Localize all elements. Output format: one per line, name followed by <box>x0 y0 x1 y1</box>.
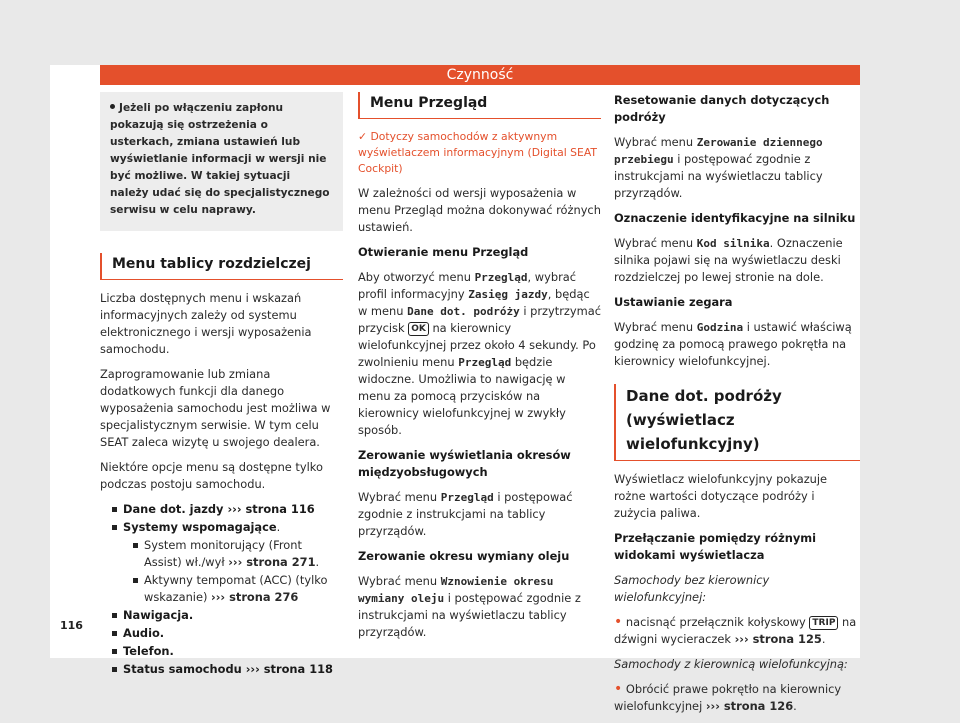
list-item: Aktywny tempomat (ACC) (tylko wskazanie) ››› strona 276 <box>133 572 343 606</box>
menu-list <box>100 501 343 678</box>
section-title-dashboard-menu: Menu tablicy rozdzielczej <box>100 253 343 280</box>
subheading: Zerowanie wyświetlania okresów międzyobsługowych <box>358 448 571 479</box>
list-item: Status samochodu ››› strona 118 <box>112 661 343 678</box>
applicability-note: ✓ Dotyczy samochodów z aktywnym wyświetlaczem informacyjnym (Digital SEAT Cockpit) <box>358 130 597 175</box>
bullet-icon: • <box>614 681 623 697</box>
paragraph: • nacisnąć przełącznik kołyskowy TRIP na dźwigni wycieraczek ››› strona 125. <box>614 614 857 646</box>
note-box <box>100 92 343 231</box>
list-item: Audio. <box>112 625 343 642</box>
list-item: Systemy wspomagające. System monitorujący (Front Assist) wł./wył ››› strona 271. Aktywny tempomat (ACC) (tylko wskazanie) ››› strona 276 <box>112 519 343 606</box>
page-header: Czynność <box>100 65 860 85</box>
list-item: Nawigacja. <box>112 607 343 624</box>
page-link[interactable]: ››› strona 118 <box>245 662 333 676</box>
page-link[interactable]: ››› strona 126 <box>705 699 794 713</box>
trip-button-icon: TRIP <box>809 616 838 630</box>
paragraph: Samochody z kierownicą wielofunkcyjną: <box>614 657 848 671</box>
subheading: Otwieranie menu Przegląd <box>358 245 529 259</box>
paragraph: W zależności od wersji wyposażenia w menu Przegląd można dokonywać różnych ustawień. <box>358 186 601 234</box>
subheading: Resetowanie danych dotyczących podróży <box>614 93 830 124</box>
paragraph: Wybrać menu Godzina i ustawić właściwą godzinę za pomocą prawego pokrętła na kierownicy wielofunkcyjnej. <box>614 320 852 368</box>
section-title-trip-data: Dane dot. podróży (wyświetlacz wielofunkcyjny) <box>614 384 860 461</box>
page-link[interactable]: ››› strona 116 <box>227 502 315 516</box>
paragraph: Liczba dostępnych menu i wskazań informacyjnych zależy od systemu elektronicznego i wersji wyposażenia samochodu. <box>100 291 312 356</box>
list-item: Telefon. <box>112 643 343 660</box>
subheading: Ustawianie zegara <box>614 295 733 309</box>
subheading: Zerowanie okresu wymiany oleju <box>358 549 570 563</box>
page-link[interactable]: ››› strona 276 <box>211 590 299 604</box>
paragraph: Niektóre opcje menu są dostępne tylko podczas postoju samochodu. <box>100 460 323 491</box>
column-middle <box>358 92 601 649</box>
paragraph: Wybrać menu Kod silnika. Oznaczenie silnika pojawi się na wyświetlaczu deski rozdzielczej po lewej stronie na dole. <box>614 236 843 284</box>
ok-button-icon: OK <box>408 322 429 336</box>
list-item: System monitorujący (Front Assist) wł./wył ››› strona 271. <box>133 537 343 571</box>
paragraph: Samochody bez kierownicy wielofunkcyjnej: <box>614 573 770 604</box>
page-link[interactable]: ››› strona 125 <box>734 632 822 646</box>
page-number: 116 <box>60 619 83 632</box>
list-item: Dane dot. jazdy ››› strona 116 <box>112 501 343 518</box>
paragraph: Aby otworzyć menu Przegląd, wybrać profil informacyjny Zasięg jazdy, będąc w menu Dane dot. podróży i przytrzymać przycisk OK na kierownicy wielofunkcyjnej przez około 4 sekundy. Po zwolnieniu menu Przegląd będzie widoczne. Umożliwia to nawigację w menu za pomocą przycisków na kierownicy wielofunkcyjnej w zwykły sposób. <box>358 270 601 437</box>
paragraph: • Obrócić prawe pokrętło na kierownicy wielofunkcyjnej ››› strona 126. <box>614 681 842 713</box>
column-left <box>100 92 343 679</box>
bullet-icon <box>110 104 115 109</box>
paragraph: Zaprogramowanie lub zmiana dodatkowych funkcji dla danego wyposażenia samochodu jest możliwa w specjalistycznym serwisie. W tym celu SEAT zaleca wizytę u swojego dealera. <box>100 367 331 449</box>
note-text: Jeżeli po włączeniu zapłonu pokazują się ostrzeżenia o usterkach, zmiana ustawień lub wyświetlanie informacji w wersji nie być możliwe. W takiej sytuacji należy udać się do specjalistycznego serwisu w celu naprawy. <box>110 102 330 216</box>
page-link[interactable]: ››› strona 271 <box>228 555 316 569</box>
paragraph: Wybrać menu Wznowienie okresu wymiany oleju i postępować zgodnie z instrukcjami na wyświetlaczu tablicy przyrządów. <box>358 574 581 639</box>
paragraph: Wyświetlacz wielofunkcyjny pokazuje rożne wartości dotyczące podróży i zużycia paliwa. <box>614 472 828 520</box>
paragraph: Wybrać menu Zerowanie dziennego przebiegu i postępować zgodnie z instrukcjami na wyświetlaczu tablicy przyrządów. <box>614 135 823 200</box>
paragraph: Wybrać menu Przegląd i postępować zgodnie z instrukcjami na tablicy przyrządów. <box>358 490 573 538</box>
section-title-overview-menu: Menu Przegląd <box>358 92 601 119</box>
bullet-icon: • <box>614 614 623 630</box>
column-right <box>614 92 860 723</box>
subheading: Oznaczenie identyfikacyjne na silniku <box>614 211 856 225</box>
subheading: Przełączanie pomiędzy różnymi widokami wyświetlacza <box>614 531 817 562</box>
